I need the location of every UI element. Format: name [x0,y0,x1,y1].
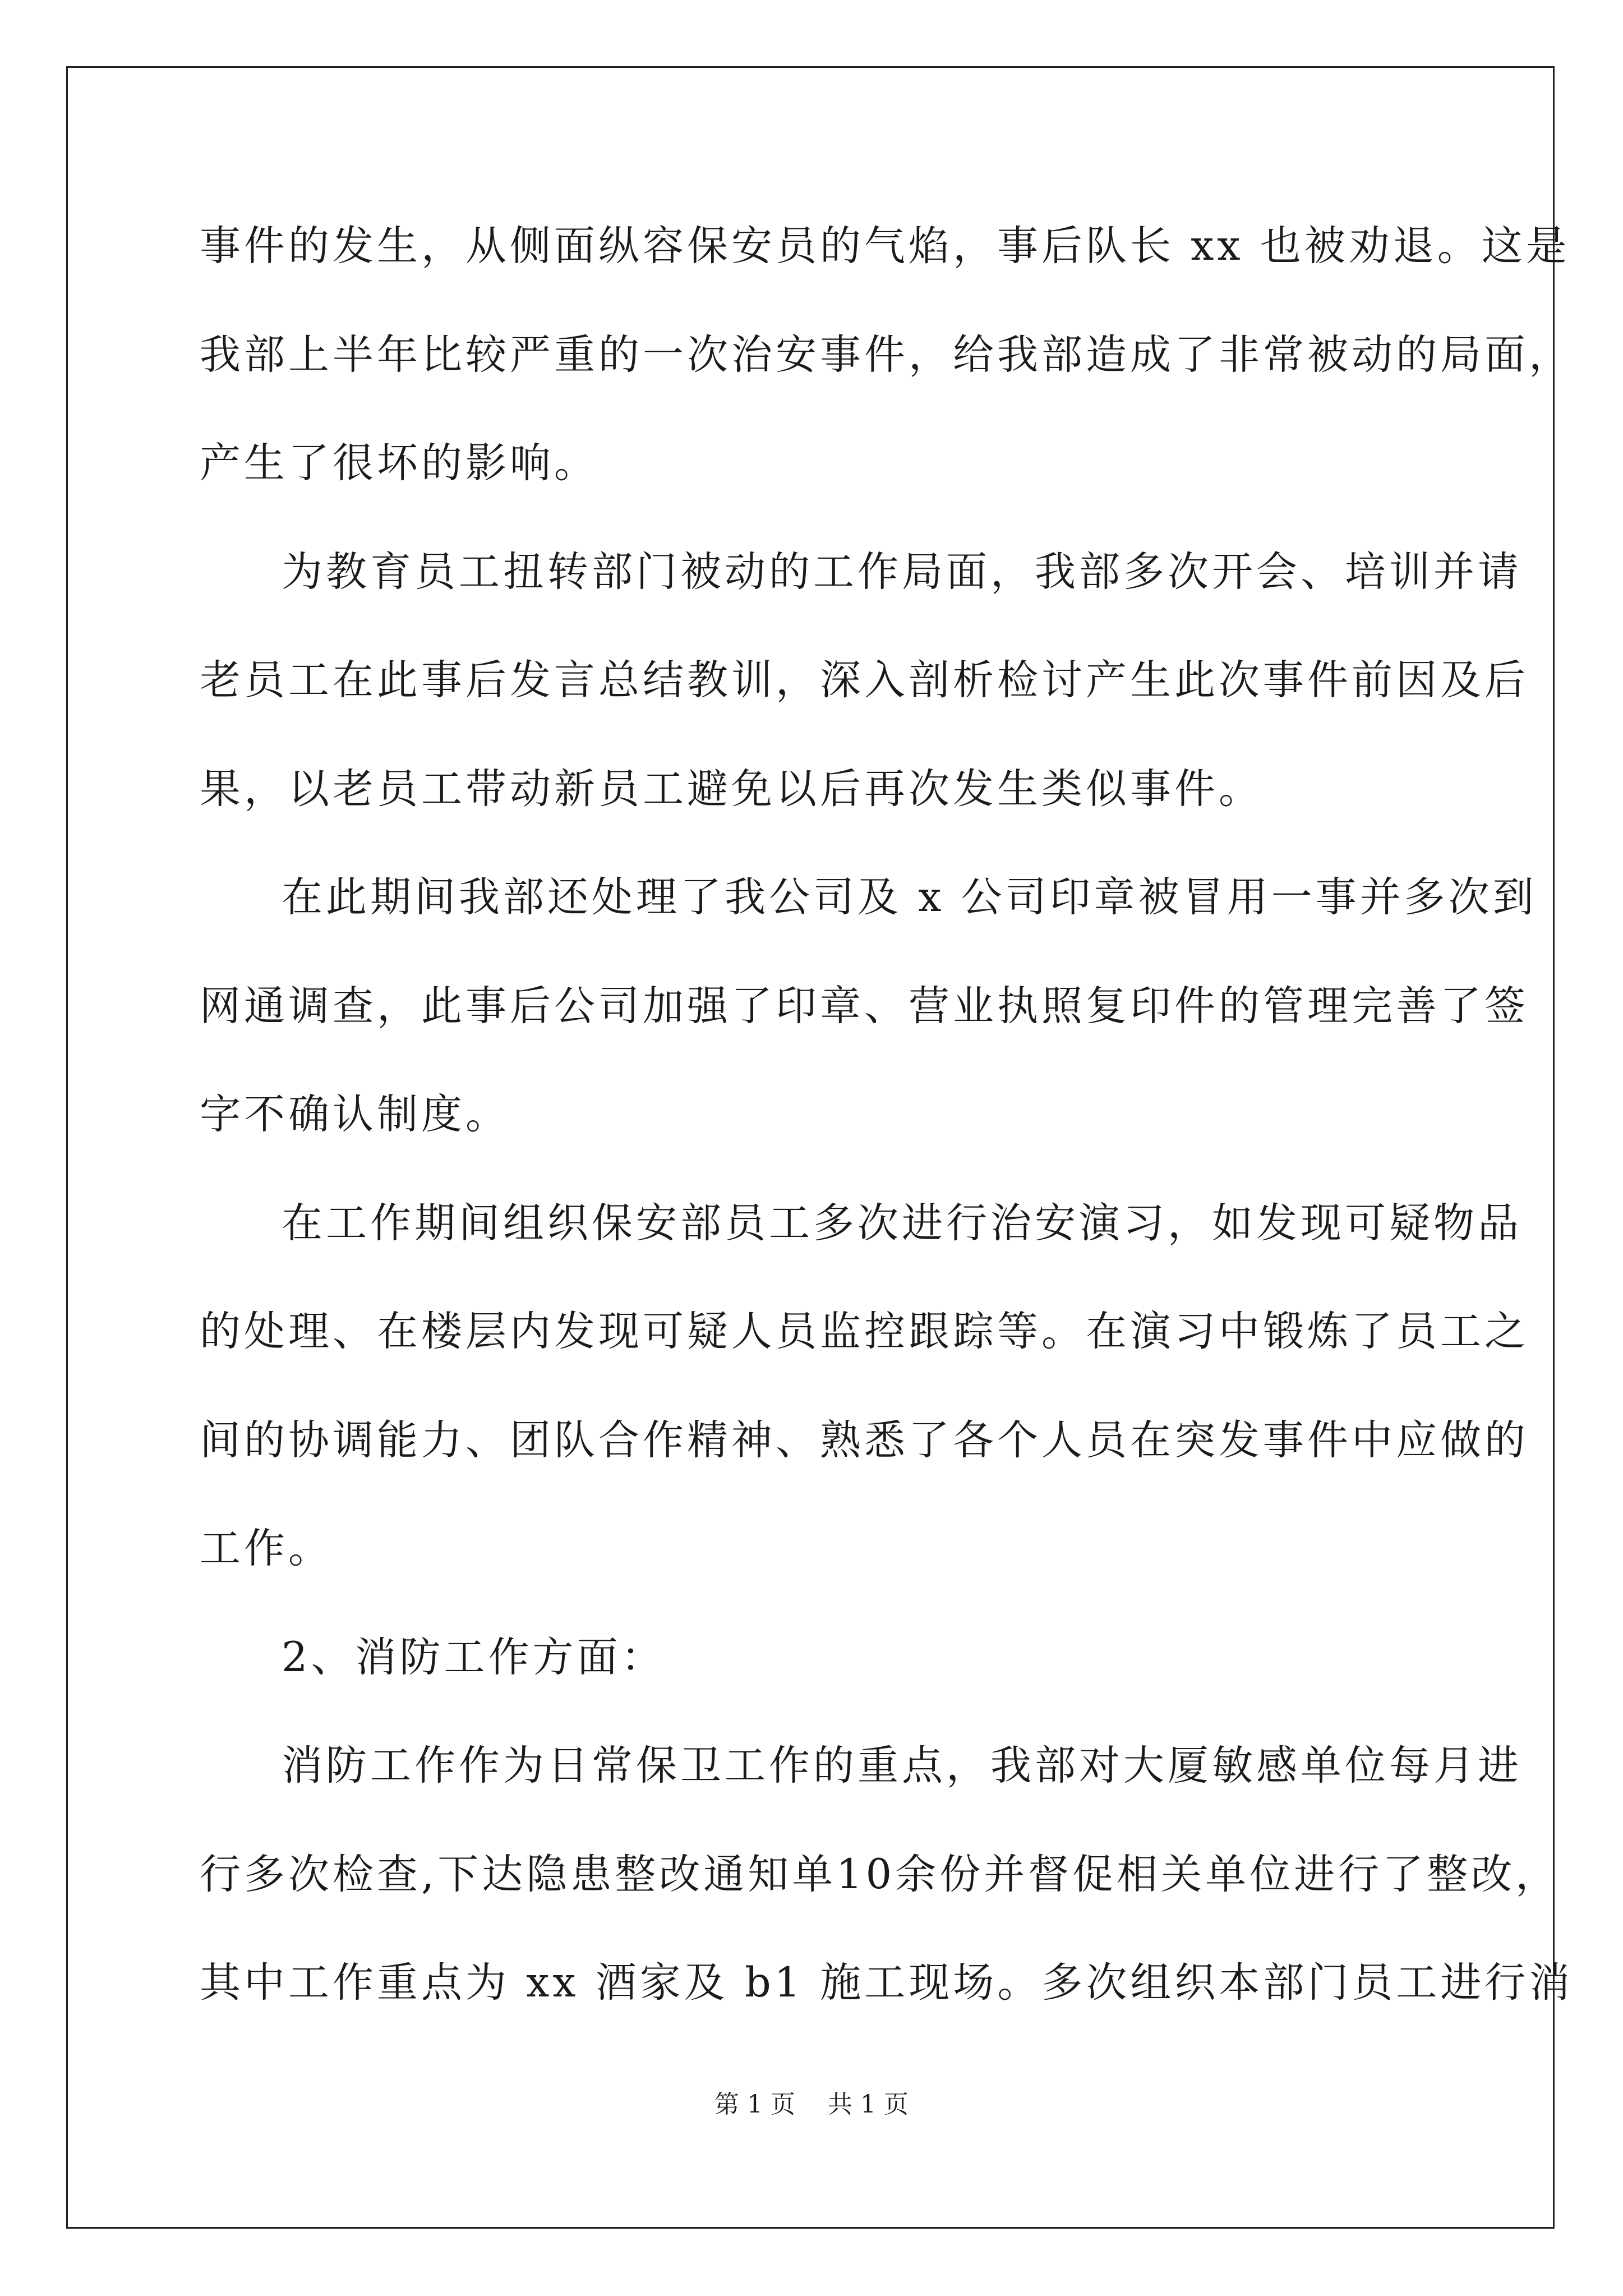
text-line: 工作。 [200,1525,333,1572]
text-line: 间的协调能力、团队合作精神、熟悉了各个人员在突发事件中应做的 [200,1416,1529,1464]
text-line: 为教育员工扭转部门被动的工作局面，我部多次开会、培训并请 [282,547,1522,596]
text-line: 其中工作重点为 xx 酒家及 b1 施工现场。多次组织本部门员工进行消 [200,1959,1574,2007]
text-line: 消防工作作为日常保卫工作的重点，我部对大厦敏感单位每月进 [282,1742,1522,1789]
text-line: 在工作期间组织保安部员工多次进行治安演习，如发现可疑物品 [282,1199,1522,1247]
document-body [200,215,1574,2061]
text-line: 事件的发生，从侧面纵容保安员的气焰，事后队长 xx 也被劝退。这是 [200,222,1570,270]
text-line: 网通调查，此事后公司加强了印章、营业执照复印件的管理完善了签 [200,982,1529,1030]
text-line: 的处理、在楼层内发现可疑人员监控跟踪等。在演习中锻炼了员工之 [200,1308,1529,1355]
text-line: 字不确认制度。 [200,1091,510,1138]
text-line: 在此期间我部还处理了我公司及 x 公司印章被冒用一事并多次到 [282,873,1537,921]
text-line: 行多次检查,下达隐患整改通知单10余份并督促相关单位进行了整改， [200,1850,1560,1898]
text-line: 2、消防工作方面： [282,1633,666,1681]
text-line: 果，以老员工带动新员工避免以后再次发生类似事件。 [200,765,1263,813]
text-line: 我部上半年比较严重的一次治安事件，给我部造成了非常被动的局面， [200,330,1573,379]
text-line: 产生了很坏的影响。 [200,439,598,487]
page-footer: 第 1 页 共 1 页 [714,2090,909,2119]
text-line: 老员工在此事后发言总结教训，深入剖析检讨产生此次事件前因及后 [200,656,1529,704]
